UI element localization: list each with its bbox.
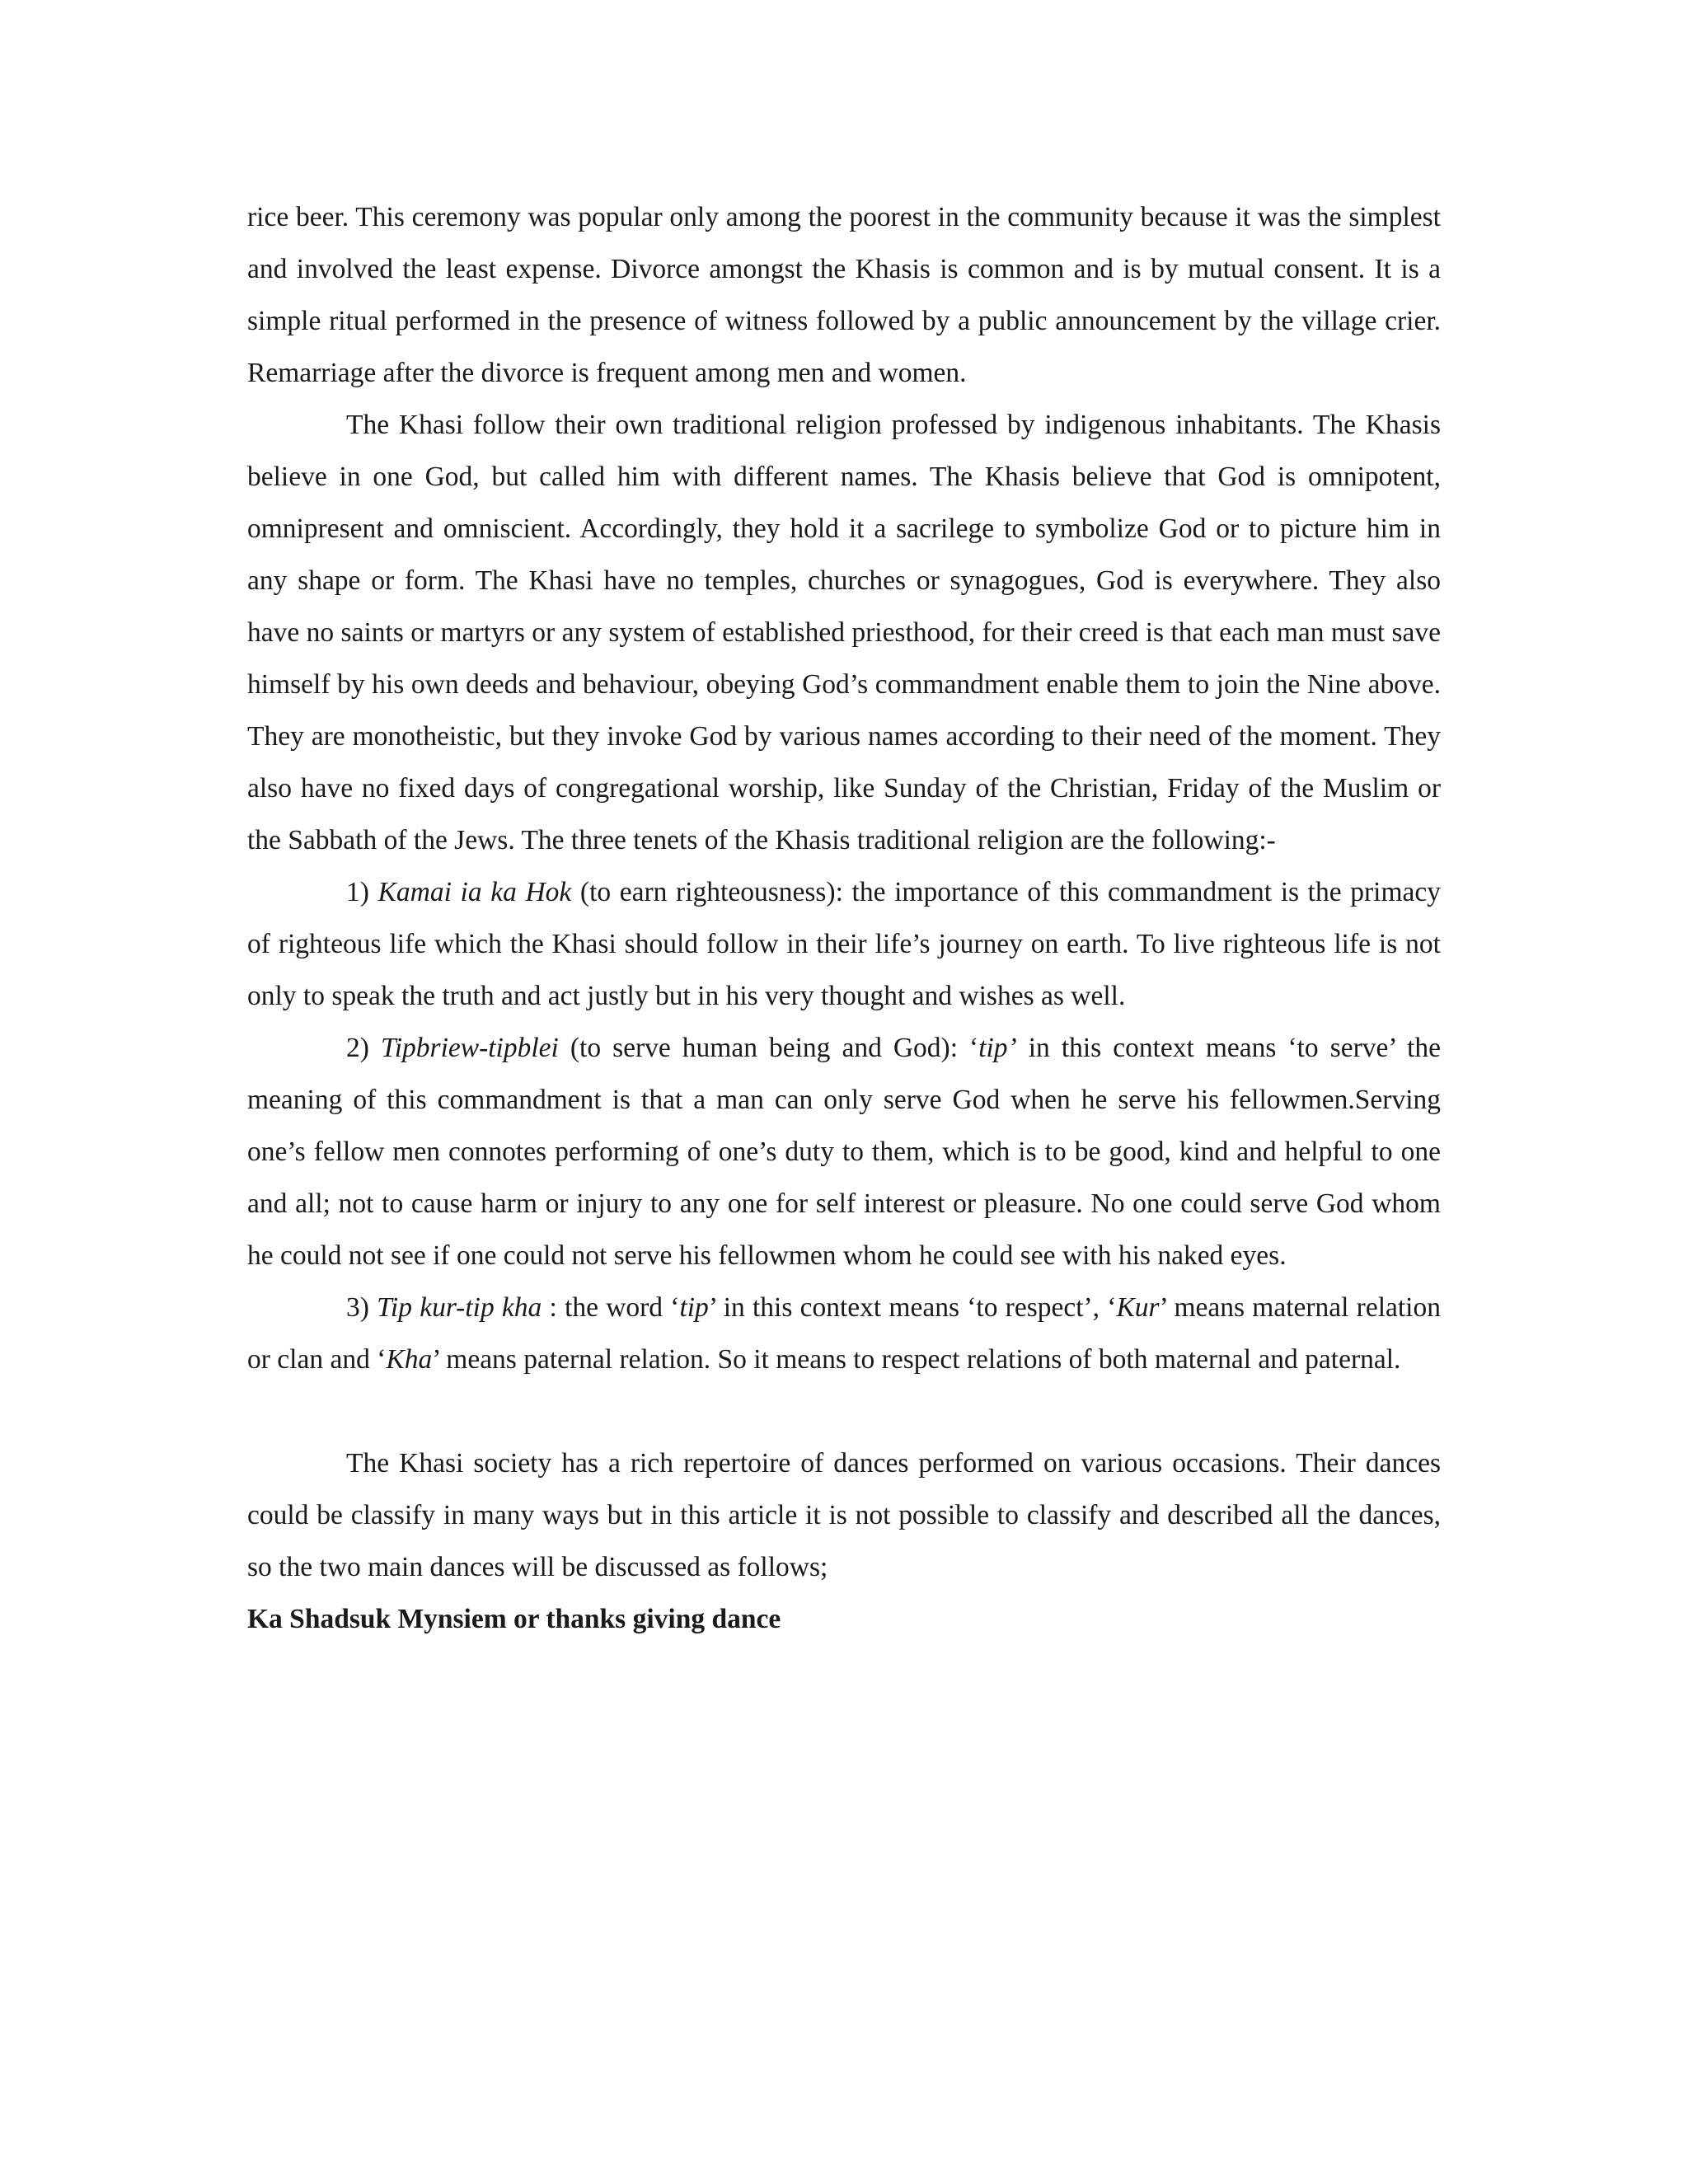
tenet-3-paragraph xyxy=(247,1282,1441,1385)
tenet-2-text-a: (to serve human being and God): ‘ xyxy=(558,1033,979,1063)
tenet-3-term: Tip kur-tip kha xyxy=(377,1292,542,1323)
tenet-3-term-kha: Kha xyxy=(386,1344,433,1375)
paragraph-khasi-religion: The Khasi follow their own traditional religion professed by indigenous inhabitants. The Khasis believe in one God, but called him with different names. The Khasis believe that God is omnipotent, omnipresent and omniscient. Accordingly, they hold it a sacrilege to symbolize God or to picture him in any shape or form. The Khasi have no temples, churches or synagogues, God is everywhere. They also have no saints or martyrs or any system of established priesthood, for their creed is that each man must save himself by his own deeds and behaviour, obeying God’s commandment enable them to join the Nine above. They are monotheistic, but they invoke God by various names according to their need of the moment. They also have no fixed days of congregational worship, like Sunday of the Christian, Friday of the Muslim or the Sabbath of the Jews. The three tenets of the Khasis traditional religion are the following:- xyxy=(247,410,1441,855)
tenet-1-term: Kamai ia ka Hok xyxy=(377,877,572,907)
tenet-2-number: 2) xyxy=(346,1033,381,1063)
document-page xyxy=(247,191,1441,1645)
tenet-3-term-tip: tip xyxy=(679,1292,709,1323)
tenet-3-text-a: : the word ‘ xyxy=(542,1292,680,1323)
tenet-2-term-tip: tip’ xyxy=(978,1033,1017,1063)
paragraph-marriage-divorce: rice beer. This ceremony was popular only among the poorest in the community because it was the simplest and involved the least expense. Divorce amongst the Khasis is common and is by mutual consent. It is a simple ritual performed in the presence of witness followed by a public announcement by the village crier. Remarriage after the divorce is frequent among men and women. xyxy=(247,202,1441,388)
tenet-1-number: 1) xyxy=(346,877,378,907)
tenet-3-text-b: ’ in this context means ‘to respect’, ‘ xyxy=(708,1292,1117,1323)
tenet-3-term-kur: Kur xyxy=(1116,1292,1160,1323)
tenet-3-number: 3) xyxy=(346,1292,377,1323)
paragraph-gap xyxy=(247,1385,1441,1437)
tenet-2-term: Tipbriew-tipblei xyxy=(380,1033,559,1063)
paragraph-dances-intro: The Khasi society has a rich repertoire of dances performed on various occasions. Their dances could be classify in many ways but in this article it is not possible to classify and described all the dances, so the two main dances will be discussed as follows; xyxy=(247,1448,1441,1582)
tenet-3-text-d: ’ means paternal relation. So it means to respect relations of both maternal and paternal. xyxy=(432,1344,1401,1375)
section-heading: Ka Shadsuk Mynsiem or thanks giving dance xyxy=(247,1604,781,1634)
tenet-2-text-b: in this context means ‘to serve’ the meaning of this commandment is that a man can only serve God when he serve his fellowmen.Serving one’s fellow men connotes performing of one’s duty to them, which is to be good, kind and helpful to one and all; not to cause harm or injury to any one for self interest or pleasure. No one could serve God whom he could not see if one could not serve his fellowmen whom he could see with his naked eyes. xyxy=(247,1033,1442,1271)
tenet-3-text-c: ’ means maternal relation or clan and ‘ xyxy=(247,1292,1441,1375)
tenet-1-text: (to earn righteousness): the importance of this commandment is the primacy of righteous life which the Khasi should follow in their life’s journey on earth. To live righteous life is not only to speak the truth and act justly but in his very thought and wishes as well. xyxy=(247,877,1441,1011)
tenet-2-paragraph xyxy=(247,1022,1441,1282)
tenet-1-paragraph xyxy=(247,866,1441,1022)
